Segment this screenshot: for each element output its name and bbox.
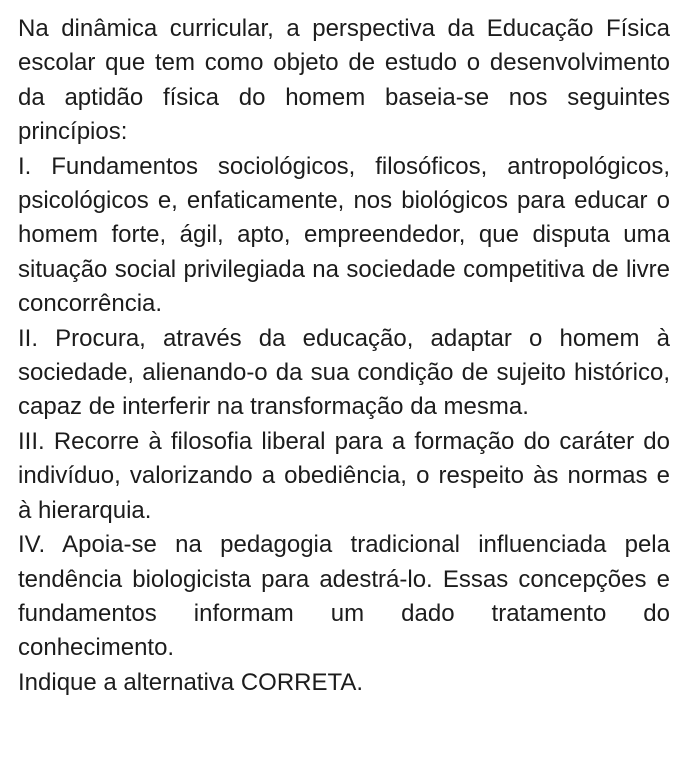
principle-item-3: III. Recorre à filosofia liberal para a formação do caráter do indivíduo, valorizando a obediência, o respeito às normas e à hierarquia. [18, 427, 670, 524]
principle-item-2: II. Procura, através da educação, adaptar o homem à sociedade, alienando-o da sua condição de sujeito histórico, capaz de interferir na transformação da mesma. [18, 324, 670, 421]
question-instruction: Indique a alternativa CORRETA. [18, 668, 364, 696]
principle-item-4: IV. Apoia-se na pedagogia tradicional influenciada pela tendência biologicista para adestrá-lo. Essas concepções e fundamentos informam um dado tratamento do conhecimento. [18, 531, 670, 662]
question-intro: Na dinâmica curricular, a perspectiva da Educação Física escolar que tem como objeto de estudo o desenvolvimento da aptidão física do homem baseia-se nos seguintes princípios: [18, 15, 670, 146]
principle-item-1: I. Fundamentos sociológicos, filosóficos, antropológicos, psicológicos e, enfaticamente, nos biológicos para educar o homem forte, ágil, apto, empreendedor, que disputa uma situação social privilegiada na sociedade competitiva de livre concorrência. [18, 152, 670, 318]
